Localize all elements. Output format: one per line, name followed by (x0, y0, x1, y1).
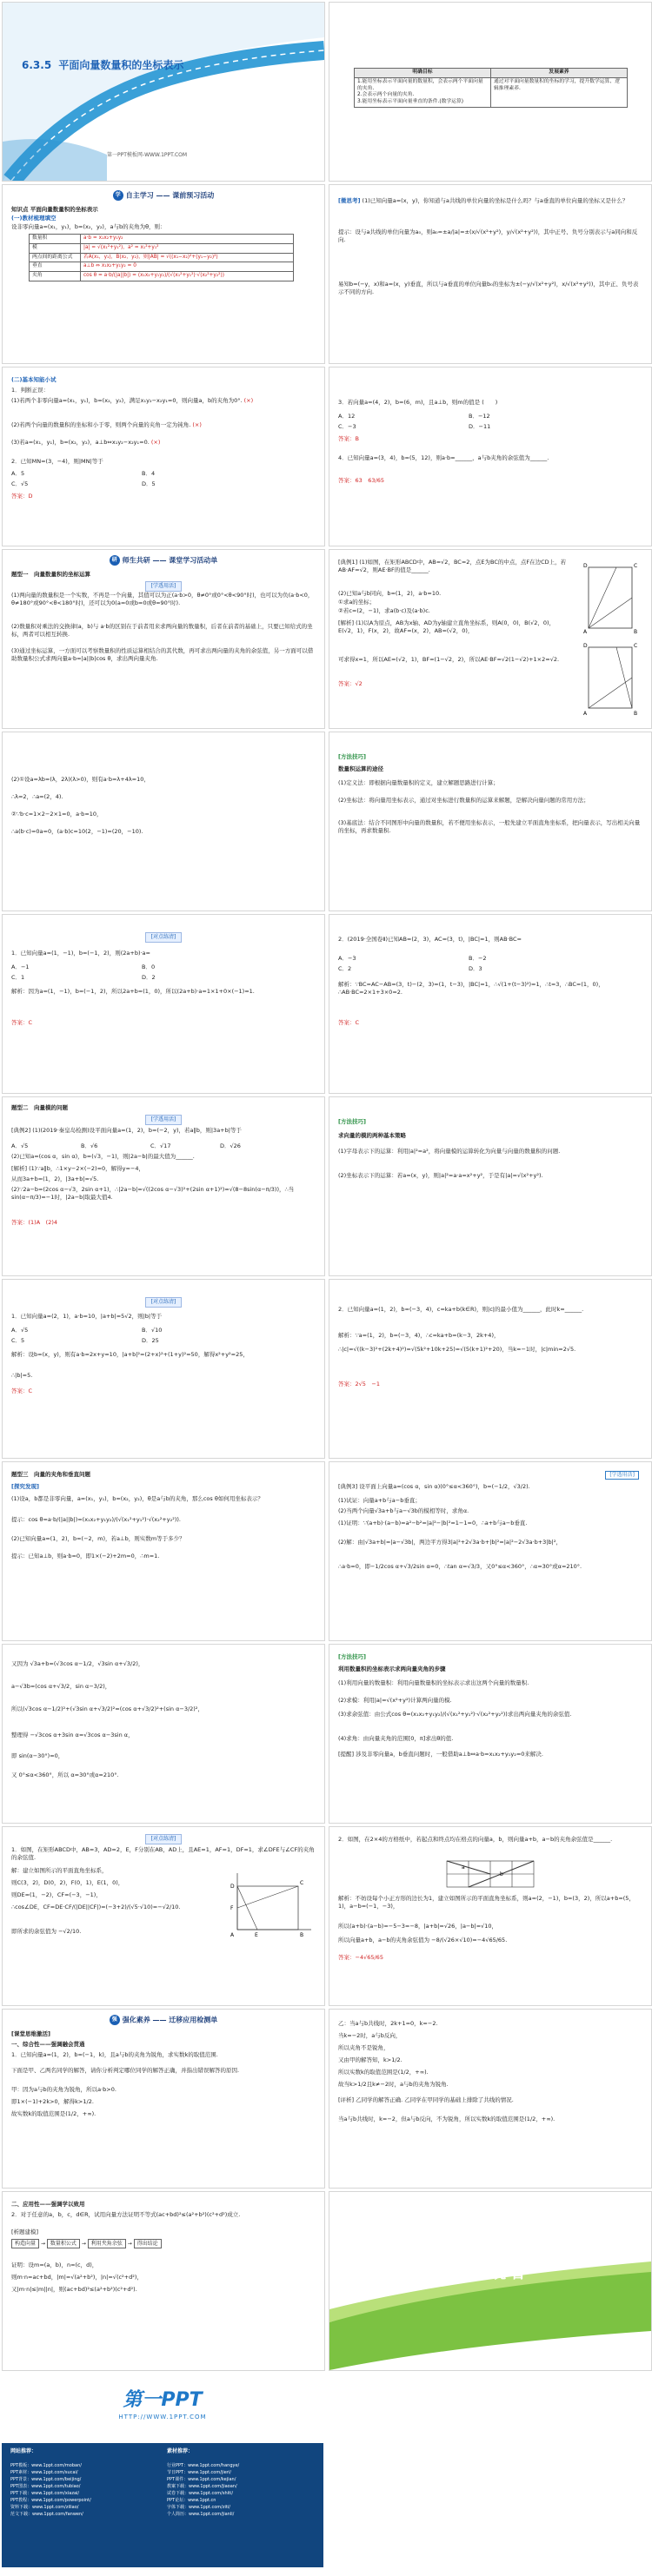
paragraph: (3)基底法：结合不同图形中向量的数量积，若不便用坐标表示，一般先建立平面直角坐标系，把向量表示，写出相关向量的坐标，再求数量积. (338, 819, 641, 834)
logo: 第一PPT (123, 2389, 203, 2411)
slide-19-solution (2, 1644, 325, 1824)
option: A．√5 (11, 1327, 29, 1334)
solution: ∴a·b=0，即−1/2cos α+√3/2sin α=0，∴tan α=√3/3，又0°≤α<360°，∴α=30°或α=210°. (338, 1563, 582, 1570)
slide-11-practice (2, 914, 325, 1094)
svg-text:a: a (462, 1864, 465, 1871)
paragraph: (1)定义法：即根据向量数量积的定义，建立解题思路进行计算； (338, 779, 499, 786)
solution: (2)∵2a−b=(2cos α−√3，2sin α+1)，∴|2a−b|=√((2cos α−√3)²+(2sin α+1)²)=√(8−8sin(α−π/3))，∴当sin(α−π/3)=−1时，|2a−b|取最大值4. (11, 1186, 295, 1201)
option: A．√5 (11, 1142, 29, 1149)
link[interactable]: PPT课件：www.1ppt.com/kejian/ (167, 2477, 236, 2482)
svg-text:B: B (634, 711, 638, 717)
slide-22-practice (329, 1826, 652, 2006)
judge-item: (2)若两个向量的数量积的坐标和小于零，则两个向量的夹角一定为钝角. (11, 421, 191, 428)
label: [学透用活] (145, 581, 183, 592)
row-value: cos θ = a·b/(|a||b|) = (x₁x₂+y₁y₂)/(√(x₁²+y₁²)·√(x₂²+y₂²)) (81, 272, 294, 281)
row-name: 夹角 (30, 272, 81, 281)
solution: 则DE=(1，−2)，CF=(−3，−1)， (11, 1891, 102, 1898)
slide-8-example (329, 549, 652, 729)
judge-item: (1)若两个非零向量a=(x₁，y₁)，b=(x₂，y₂)，满足x₁y₂−x₂y₁=0，则向量a，b的夹角为0°. (11, 397, 243, 404)
slide-9-solution (2, 732, 325, 911)
label: [对点练清] (145, 932, 183, 943)
question-note: 下面是甲、乙两名同学的解答，请你分析判定哪位同学的解答正确，并指出错误解答的原因. (11, 2067, 240, 2074)
line: (2)①设a=λb=(λ，2λ)(λ>0)，则有a·b=λ+4λ=10， (11, 776, 150, 783)
link[interactable]: PPT论坛：www.1ppt.cn (167, 2498, 216, 2503)
solution: 从而3a+b=(1，2)，|3a+b|=√5. (11, 1175, 99, 1182)
slide-18-example (329, 1461, 652, 1641)
slide-23-apply (2, 2009, 325, 2189)
svg-text:B: B (300, 1932, 304, 1938)
section-header: 师生共研 —— 课堂学习活动单 (122, 556, 218, 565)
paragraph: (2)坐标法：将向量用坐标表示，通过对坐标进行数量积的运算来解题，是解决向量问题的常用方法； (338, 797, 589, 804)
svg-text:A: A (583, 629, 588, 635)
link[interactable]: PPT下载：www.1ppt.com/xiazai/ (10, 2491, 80, 2496)
option: B．−2 (469, 955, 487, 962)
slide-16-practice (329, 1279, 652, 1459)
slide-5-quiz (2, 367, 325, 546)
answer: 答案：D (11, 493, 33, 500)
svg-text:A: A (583, 711, 588, 717)
rectangle-coordinate-figure (229, 1869, 316, 1938)
note: [提醒] 涉及非零向量a，b垂直问题时，一般借助a⊥b⇔a·b=x₁x₂+y₁y₂=0来解决. (338, 1751, 543, 1758)
slide-21-practice (2, 1826, 325, 2006)
option: D．25 (142, 1337, 159, 1344)
line: 当k=−2时，a与b反向， (338, 2032, 402, 2039)
option: C．−3 (338, 423, 356, 430)
question: 1．已知向量a=(2，1)，a·b=10，|a+b|=5√2，则|b|等于 (11, 1313, 163, 1320)
solution: 甲：因为a与b的夹角为锐角，所以a·b>0. (11, 2086, 116, 2093)
svg-text:D: D (230, 1884, 235, 1890)
paragraph: (1)字母表示下的运算：利用|a|²=a²，将向量模的运算转化为向量与向量的数量积的问题. (338, 1148, 561, 1155)
line: ②∵b·c=1×2−2×1=0，a·b=10， (11, 811, 103, 818)
question: 1．已知向量a=(1，2)，b=(−1，k)，且a与b的夹角为锐角，求实数k的取值范围. (11, 2051, 218, 2058)
option: C．√5 (11, 480, 29, 487)
subsection-title: 二、应用性——强调学以致用 (11, 2201, 85, 2208)
line: 故当k>1/2且k≠−2时，a与b的夹角为锐角. (338, 2081, 449, 2088)
option: D．√26 (220, 1142, 241, 1149)
link[interactable]: 试卷下载：www.1ppt.com/shiti/ (167, 2491, 234, 2496)
option: A．12 (338, 413, 356, 420)
topic-title: 题型一 向量数量积的坐标运算 (11, 571, 90, 578)
solution: 解析：不妨设每个小正方形的边长为1，建立如图所示的平面直角坐标系，则a=(2，−1)，b=(3，2)，所以a+b=(5，1)，a−b=(−1，−3)， (338, 1895, 635, 1910)
question-3: 3．若向量a=(4，2)，b=(6，m)，且a⊥b，则m的值是 ( ) (338, 399, 498, 406)
row-value: a·b = x₁x₂+y₁y₂ (81, 235, 294, 244)
row-name: 模 (30, 243, 81, 253)
hint: 提示：cos θ=a·b/(|a||b|)=(x₁x₂+y₁y₂)/(√(x₁²+y₁²)·√(x₂²+y₂²)). (11, 1516, 181, 1523)
link[interactable]: 个人简历：www.1ppt.com/jianli/ (167, 2512, 235, 2517)
section-badge-icon: 研 (110, 555, 120, 566)
question-2: 2．已知MN=(3，−4)，则|MN|等于 (11, 458, 103, 465)
flow-box: 利用夹角余弦 (88, 2239, 126, 2248)
slide-4-think (329, 184, 652, 364)
answer: 答案：C (11, 1019, 33, 1026)
label: [方法技巧] (338, 1118, 366, 1125)
sub-question: (2)已知a=(cos α，sin α)，b=(√3，−1)，则|2a−b|的最大值为______. (11, 1153, 195, 1160)
conclusion: [评析] 乙同学的解答正确. 乙同学在甲同学的基础上排除了共线的情况. (338, 2096, 514, 2103)
link[interactable]: PPT背景：www.1ppt.com/beijing/ (10, 2477, 82, 2482)
line: 所以(√3cos α−1/2)²+(√3sin α+√3/2)²=(cos α+√3/2)²+(sin α−3/2)²， (11, 1705, 203, 1712)
link[interactable]: PPT图表：www.1ppt.com/tubiao/ (10, 2484, 81, 2489)
solution: 证明：设m=(a，b)，n=(c，d)， (11, 2261, 98, 2268)
slide-25-apply (2, 2191, 325, 2371)
answer-1: 提示：设与a共线的单位向量为a₀，则a₀=±a/|a|=±(x/√(x²+y²)，y/√(x²+y²))，其中正号、负号分别表示与a同向和反向. (338, 228, 638, 243)
option: B．√10 (142, 1327, 163, 1334)
flow-box: 构造向量 (11, 2239, 39, 2248)
section-badge-icon: 学 (113, 190, 123, 201)
label: [学透用活] (145, 1115, 183, 1125)
answer-4: 答案：63 63/65 (338, 477, 385, 484)
option: A．5 (11, 470, 25, 477)
question: 2．对于任意的a，b，c，d∈R，试用向量方法证明不等式(ac+bd)²≤(a²+b²)(c²+d²)成立. (11, 2211, 241, 2218)
line: 乙：当a与b共线时，2k+1=0，k=−2. (338, 2020, 438, 2027)
method-title: 数量积运算的途径 (338, 765, 383, 772)
arrow-icon: → (127, 2241, 132, 2247)
question: 1．如图，在矩形ABCD中，AB=3，AD=2，E，F分别在AB，AD上，且AE=1，AF=1，DF=1，求∠DFE与∠CF的夹角的余弦值. (11, 1846, 315, 1861)
solution: 故实数k的取值范围是(1/2，+∞). (11, 2110, 96, 2117)
subsection-title: (一)教材梳理填空 (11, 215, 57, 222)
option: A．−1 (11, 964, 30, 970)
option: B．4 (142, 470, 156, 477)
flow-box: 得出结论 (134, 2239, 162, 2248)
solution: 解析：∵a=(1，2)，b=(−3，4)，∴c=ka+b=(k−3，2k+4)， (338, 1332, 500, 1339)
line: 又因为 √3a+b=(√3cos α−1/2，√3sin α+√3/2)， (11, 1660, 144, 1667)
answer: 答案：−4√65/65 (338, 1954, 383, 1961)
question-1: 1．判断正误： (11, 387, 50, 394)
sub-question: ①求a的坐标； (338, 599, 376, 606)
link[interactable]: 节日PPT：www.1ppt.com/jieri/ (167, 2470, 231, 2475)
paragraph: (3)通过坐标运算，一方面可以考察数量积的性质运算相结合的其代数，再可求出两向量的夹角的余弦值，另一方面可以借助数量积公式求两向量a·b=|a||b|cos θ，求出两向量夹角. (11, 647, 314, 662)
flow-chart (11, 2241, 316, 2248)
paragraph: (1)利用向量的数量积：利用向量数量积的坐标表示求出这两个向量的数量积. (338, 1679, 529, 1686)
section-number: 6.3.5 (22, 59, 52, 71)
svg-text:D: D (583, 563, 588, 569)
option: D．3 (469, 965, 482, 972)
svg-text:C: C (634, 643, 638, 649)
solution: 可求得x=1，所以AE=(√2，1)，BF=(1−√2，2)，所以AE·BF=√2(1−√2)+1×2=√2. (338, 656, 560, 663)
slide-1-title (2, 2, 325, 182)
method-title: 利用数量积的坐标表示求两向量夹角的步骤 (338, 1665, 446, 1672)
topic-title: 题型二 向量模的问题 (11, 1104, 68, 1111)
slide-24-solution (329, 2009, 652, 2189)
topic-title: 题型三 向量的夹角和垂直问题 (11, 1471, 90, 1478)
answer: 答案：2√5 −1 (338, 1381, 380, 1387)
slide-6-quiz (329, 367, 652, 546)
section-header: 强化素养 —— 迁移应用检测单 (122, 2016, 218, 2024)
label: [对点练清] (145, 1297, 183, 1308)
option: C．2 (338, 965, 352, 972)
label: [探究发现] (11, 1483, 39, 1490)
svg-text:F: F (230, 1905, 234, 1911)
answer: 答案：√2 (338, 680, 363, 687)
line: ∴λ=2，∴a=(2，4). (11, 793, 63, 800)
goal-item: 1.能用坐标表示平面向量的数量积，会表示两个平面向量的夹角. (357, 78, 483, 91)
option: C．√17 (150, 1142, 171, 1149)
line: 即 sin(α−30°)=0， (11, 1752, 64, 1759)
judge-answer: (×) (243, 397, 254, 404)
formula-table (29, 234, 294, 281)
label: [课堂思维激活] (11, 2030, 50, 2037)
footer-text: 第一PPT模板网-WWW.1PPT.COM (107, 152, 188, 158)
label: [微思考] (338, 197, 361, 204)
knowledge-title: 知识点 平面向量数量积的坐标表示 (11, 206, 98, 213)
left-title: 网站推荐： (10, 2448, 37, 2454)
example-text: [典例1] (1)如图，在矩形ABCD中，AB=√2，BC=2，点E为BC的中点，点F在边CD上，若AB·AF=√2，则AE·BF的值是______. (338, 559, 567, 573)
option: A．−3 (338, 955, 356, 962)
slide-27-promo (2, 2381, 323, 2567)
hint: 提示：已知a⊥b，则a·b=0，即1×(−2)+2m=0，∴m=1. (11, 1553, 160, 1560)
link[interactable]: 行业PPT：www.1ppt.com/hangye/ (167, 2463, 240, 2468)
solution: 即所求的余弦值为 −√2/10. (11, 1928, 82, 1935)
label: [对点练清] (145, 1834, 183, 1844)
option: B．0 (142, 964, 156, 970)
sub-question: ②若c=(2，−1)，求a(b·c)及(a·b)c. (338, 607, 430, 614)
option: D．2 (142, 974, 156, 981)
link[interactable]: 范文下载：www.1ppt.com/fanwen/ (10, 2512, 83, 2517)
section-header: 自主学习 —— 课前预习活动 (125, 191, 215, 200)
rectangle-figure (582, 560, 642, 717)
svg-text:E: E (255, 1932, 258, 1938)
goal-item: 2.会表示两个向量的夹角. (357, 92, 415, 98)
row-value: 若A(x₁，y₁)，B(x₂，y₂)，则|AB| = √((x₁−x₂)²+(y₁−y₂)²) (81, 253, 294, 262)
line: 整理得 −√3cos α+3sin α=√3cos α−3sin α， (11, 1732, 134, 1738)
solution: 解析：∵BC=AC−AB=(3，t)−(2，3)=(1，t−3)，|BC|=1，∴√(1+(t−3)²)=1，∴t=3，∴BC=(1，0)，∴AB·BC=2×1+3×0=2. (338, 981, 604, 996)
slide-2-goals (329, 2, 652, 182)
svg-text:b: b (500, 1871, 503, 1877)
sub-question: (2)当两个向量√3a+b与a−√3b的模相等时，求角α. (338, 1507, 469, 1514)
example-text: [典例2] (1)(2019·秦皇岛检测)设平面向量a=(1，2)，b=(−2，y)，若a∥b，则|3a+b|等于 (11, 1127, 242, 1134)
answer-2: 易知b=(−y，x)和a=(x，y)垂直，所以与a垂直的单位向量b₀的坐标为±(−y/√(x²+y²)，x/√(x²+y²))，其中正、负号表示不同的方向. (338, 281, 639, 295)
sub-question: (2)已知a与b同向，b=(1，2)，a·b=10. (338, 590, 442, 597)
col-header-goals: 明确目标 (355, 69, 491, 78)
link[interactable]: 资料下载：www.1ppt.com/ziliao/ (10, 2505, 79, 2510)
svg-text:C: C (634, 563, 638, 569)
row-name: 数量积 (30, 235, 81, 244)
answer: 答案：C (11, 1387, 33, 1394)
solution: (2)解：由|√3a+b|=|a−√3b|，两边平方得3|a|²+2√3a·b+|b|²=|a|²−2√3a·b+3|b|²， (338, 1539, 562, 1546)
sub-question: (1)试证：向量a+b与a−b垂直； (338, 1497, 421, 1504)
solution: ∴|b|=5. (11, 1372, 33, 1379)
solution: 则C(3，2)，D(0，2)，F(0，1)，E(1，0)， (11, 1879, 124, 1886)
paragraph: (3)求余弦值：由公式cos θ=(x₁x₂+y₁y₂)/(√(x₁²+y₁²)·√(x₂²+y₂²))求出两向量夹角的余弦值. (338, 1711, 572, 1718)
option: B．−12 (469, 413, 490, 420)
slide-12-practice (329, 914, 652, 1094)
intro-text: 设非零向量a=(x₁，y₁)，b=(x₂，y₂)，a与b的夹角为θ，则： (11, 223, 166, 230)
option: C．1 (11, 974, 25, 981)
slide-20-method (329, 1644, 652, 1824)
svg-text:B: B (634, 629, 638, 635)
solution: 解析：因为a=(1，−1)，b=(−1，2)，所以2a+b=(1，0)，所以(2a+b)·a=1×1+0×(−1)=1. (11, 988, 255, 995)
slide-15-practice (2, 1279, 325, 1459)
svg-text:C: C (300, 1880, 304, 1886)
line: 又 0°≤α<360°，所以 α=30°或α=210°. (11, 1771, 119, 1778)
col-header-literacy: 发展素养 (491, 69, 628, 78)
label: [析题建模] (11, 2228, 39, 2235)
arrow-icon: → (40, 2241, 45, 2247)
judge-answer: (×) (150, 439, 161, 446)
solution: 所以向量a+b，a−b的夹角余弦值为 −8/(√26×√10)=−4√65/65. (338, 1937, 508, 1944)
option: D．−11 (469, 423, 491, 430)
slide-13-example (2, 1096, 325, 1276)
subsection-title: (二)基本知能小试 (11, 376, 57, 383)
question: 2．(2019·全国卷Ⅱ)已知AB=(2，3)，AC=(3，t)，|BC|=1，则AB·BC= (338, 936, 522, 943)
question: 2．如图，在2×4的方格纸中，若起点和终点均在格点的向量a，b，则向量a+b，a−b的夹角余弦值是______. (338, 1836, 613, 1843)
answer: 答案：C (338, 1019, 360, 1026)
slide-10-method (329, 732, 652, 911)
judge-item: (3)若a=(x₁，y₁)，b=(x₂，y₂)，a⊥b⇔x₁y₂−x₂y₁=0. (11, 439, 150, 446)
question-4: 4．已知向量a=(3，4)，b=(5，12)，则a·b=______，a与b夹角的余弦值为______. (338, 454, 549, 461)
thanks-text: 谢谢观看 (452, 2264, 529, 2282)
question: 2．已知向量a=(1，2)，b=(−3，4)，c=ka+b(k∈R)，则|c|的最小值为______，此时k=______. (338, 1306, 584, 1313)
answer-3: 答案：B (338, 435, 359, 442)
paragraph: (2)坐标表示下的运算：若a=(x，y)，则|a|²=a·a=x²+y²，于是有|a|=√(x²+y²). (338, 1172, 543, 1179)
row-name: 垂直 (30, 262, 81, 272)
solution: 即1×(−1)+2k>0，解得k>1/2. (11, 2098, 94, 2105)
row-value: |a| = √(x₁²+y₁²)，a² = x₁²+y₁² (81, 243, 294, 253)
solution: 解析：设b=(x，y)，则有a·b=2x+y=10，|a+b|²=(2+x)²+(1+y)²=50，解得x²+y²=25， (11, 1351, 249, 1358)
question: (1)已知向量a=(x，y)，你知道与a共线的单位向量的坐标是什么吗？与a垂直的单位向量的坐标又是什么？ (362, 197, 629, 204)
question: (1)设a，b都是非零向量，a=(x₁，y₁)，b=(x₂，y₂)，θ是a与b的夹角，那么cos θ如何用坐标表示？ (11, 1495, 263, 1502)
judge-answer: (×) (192, 421, 202, 428)
line: 当a与b共线时，k=−2，但a与b反向，不为锐角，所以实数k的取值范围是(1/2，+∞). (338, 2116, 556, 2122)
paragraph: (2)数量积对乘法的交换律(a，b)与 a·b的区别在于前者用来求两向量的数量积，后者在前者的基础上，只要已知给式的坐标，两者可以相互转换. (11, 623, 313, 638)
row-name: 两点间的距离公式 (30, 253, 81, 262)
right-title: 素材推荐： (167, 2448, 194, 2454)
svg-text:A: A (230, 1932, 235, 1938)
slide-3-knowledge (2, 184, 325, 364)
solution: ∴|c|=√((k−3)²+(2k+4)²)=√(5k²+10k+25)=√(5(k+1)²+20)，当k=−1时，|c|min=2√5. (338, 1346, 576, 1353)
answer: 答案：(1)A (2)4 (11, 1219, 57, 1226)
example-text: [典例3] 设平面上向量a=(cos α，sin α)(0°≤α<360°)，b=(−1/2，√3/2). (338, 1483, 530, 1490)
option: B．√6 (81, 1142, 98, 1149)
subsection-title: 一、综合性——强调融会贯通 (11, 2041, 85, 2048)
link[interactable]: PPT模板：www.1ppt.com/moban/ (10, 2463, 82, 2468)
solution: 所以(a+b)·(a−b)=−5−3=−8，|a+b|=√26，|a−b|=√10， (338, 1923, 498, 1930)
slide-title: 平面向量数量积的坐标表示 (58, 59, 184, 71)
slide-14-method (329, 1096, 652, 1276)
slide-7-research (2, 549, 325, 729)
label: [方法技巧] (338, 753, 366, 760)
slide-26-thanks (329, 2191, 652, 2371)
option: C．5 (11, 1337, 25, 1344)
solution: ∴cos∠DE，CF=DE·CF/(|DE||CF|)=(−3+2)/(√5·√10)=−√2/10. (11, 1904, 181, 1910)
link[interactable]: PPT教程：www.1ppt.com/powerpoint/ (10, 2498, 91, 2503)
goals-table (354, 68, 628, 108)
grid-figure (442, 1857, 538, 1891)
slide-17-explore (2, 1461, 325, 1641)
solution: (1)证明：∵(a+b)·(a−b)=a²−b²=|a|²−|b|²=1−1=0，∴a+b与a−b垂直. (338, 1520, 528, 1526)
solution: 又|m·n|≤|m||n|，则(ac+bd)²≤(a²+b²)(c²+d²). (11, 2286, 137, 2293)
solution: 则m·n=ac+bd，|m|=√(a²+b²)，|n|=√(c²+d²)， (11, 2274, 143, 2281)
section-badge-icon: 强 (110, 2015, 120, 2025)
label: [方法技巧] (338, 1653, 366, 1660)
paragraph: (2)求模：利用|a|=√(x²+y²)计算两向量的模. (338, 1697, 452, 1704)
line: a−√3b=(cos α+√3/2，sin α−3/2)， (11, 1683, 111, 1690)
paragraph: (4)求角：由向量夹角的范围[0，π]求出θ的值. (338, 1735, 454, 1742)
line: 所以夹角不是锐角， (338, 2044, 389, 2051)
line: 所以实数k的取值范围是(1/2，+∞). (338, 2069, 429, 2076)
goal-item: 3.能用坐标表示平面向量垂直的条件.(数学运算) (357, 99, 464, 105)
method-title: 求向量的模的两种基本策略 (338, 1132, 406, 1139)
question: (2)已知向量a=(1，2)，b=(−2，m)，若a⊥b，则实数m等于多少？ (11, 1535, 185, 1542)
site-url: HTTP://WWW.1PPT.COM (118, 2413, 207, 2420)
label: [学透用活] (605, 1471, 639, 1480)
question: 1．已知向量a=(1，−1)，b=(−1，2)，则(2a+b)·a= (11, 950, 150, 957)
link[interactable]: PPT素材：www.1ppt.com/sucai/ (10, 2470, 78, 2475)
solution: 解：建立如图所示的平面直角坐标系， (11, 1867, 108, 1874)
link[interactable]: 教案下载：www.1ppt.com/jiaoan/ (167, 2484, 237, 2489)
option: D．5 (142, 480, 156, 487)
arrow-icon: → (81, 2241, 86, 2247)
row-value: a⊥b ⇔ x₁x₂+y₁y₂ = 0 (81, 262, 294, 272)
svg-text:D: D (583, 643, 588, 649)
link[interactable]: 字体下载：www.1ppt.com/ziti/ (167, 2505, 230, 2510)
line: ∴a(b·c)=0a=0，(a·b)c=10(2，−1)=(20，−10). (11, 828, 143, 835)
paragraph: (1)两向量的数量积是一个实数，不再是一个向量，其值可以为正(a·b>0，θ≠0°或0°<θ<90°时)，也可以为负(a·b<0，θ≠180°或90°<θ<180°时)，还可以为0(a=0或b=0或θ=90°时). (11, 592, 314, 606)
line: 又由甲的解答知，k>1/2. (338, 2056, 403, 2063)
flow-box: 数量积公式 (47, 2239, 80, 2248)
solution: [解析] (1)∵a∥b，∴1×y−2×(−2)=0，解得y=−4， (11, 1165, 145, 1172)
literacy-text: 通过对平面向量数量积的坐标的学习，提升数学运算、逻辑推理素养. (491, 77, 628, 107)
solution: [解析] (1)以A为原点，AB为x轴、AD为y轴建立直角坐标系，则A(0，0)，B(√2，0)，E(√2，1)，F(x，2)，故AF=(x，2)，AB=(√2，0)， (338, 619, 556, 634)
